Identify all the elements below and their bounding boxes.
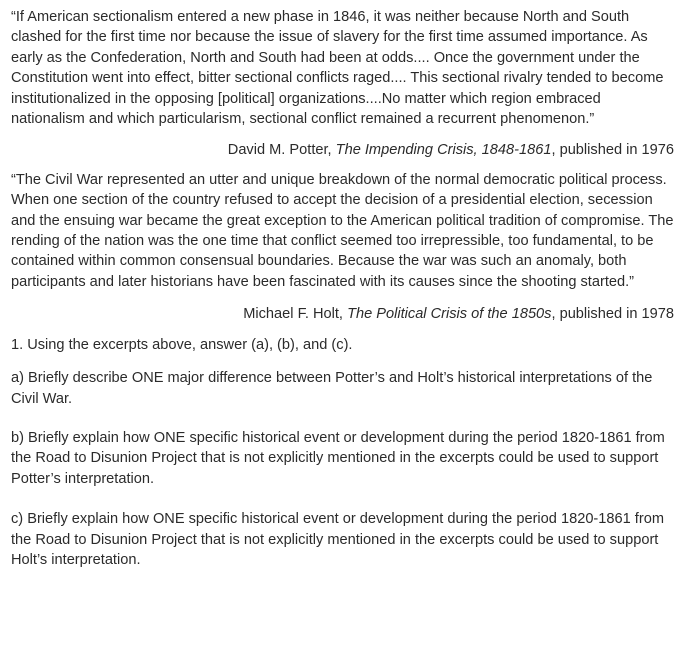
holt-published: , published in 1978	[551, 306, 674, 323]
holt-work-title: The Political Crisis of the 1850s	[347, 306, 552, 323]
potter-citation	[11, 140, 674, 160]
question-intro: 1. Using the excerpts above, answer (a), (b), and (c).	[11, 336, 353, 353]
question-c: c) Briefly explain how ONE specific historical event or development during the period 1820-1861 from the Road to Disunion Project that is not explicitly mentioned in the excerpts could be used to support Holt’s interpretation.	[11, 511, 664, 568]
holt-citation	[11, 304, 674, 324]
potter-published: , published in 1976	[551, 142, 674, 159]
holt-author: Michael F. Holt,	[243, 306, 343, 323]
question-a: a) Briefly describe ONE major difference between Potter’s and Holt’s historical interpretations of the Civil War.	[11, 370, 653, 407]
potter-excerpt: “If American sectionalism entered a new phase in 1846, it was neither because North and South clashed for the first time nor because the issue of slavery for the first time assumed importance. As early as the Confederation, North and South had been at odds.... Once the government under the Constitution went into effect, bitter sectional conflicts raged.... This sectional rivalry tended to become institutionalized in the opposing [political] organizations....No matter which region embraced nationalism and which particularism, sectional conflict remained a recurrent phenomenon.”	[11, 9, 664, 128]
potter-author: David M. Potter,	[227, 142, 332, 159]
potter-work-title: The Impending Crisis, 1848-1861	[335, 142, 552, 159]
holt-excerpt: “The Civil War represented an utter and unique breakdown of the normal democratic political process. When one section of the country refused to accept the decision of a presidential election, secession and the ensuing war became the great exception to the American political tradition of compromise. The rending of the nation was the one time that conflict seemed too irrepressible, too fundamental, to be contained within common consensual boundaries. Because the war was such an anomaly, both participants and later historians have been fascinated with its causes since the shooting started.”	[11, 171, 674, 290]
question-b: b) Briefly explain how ONE specific historical event or development during the period 1820-1861 from the Road to Disunion Project that is not explicitly mentioned in the excerpts could be used to support Potter’s interpretation.	[11, 429, 665, 487]
